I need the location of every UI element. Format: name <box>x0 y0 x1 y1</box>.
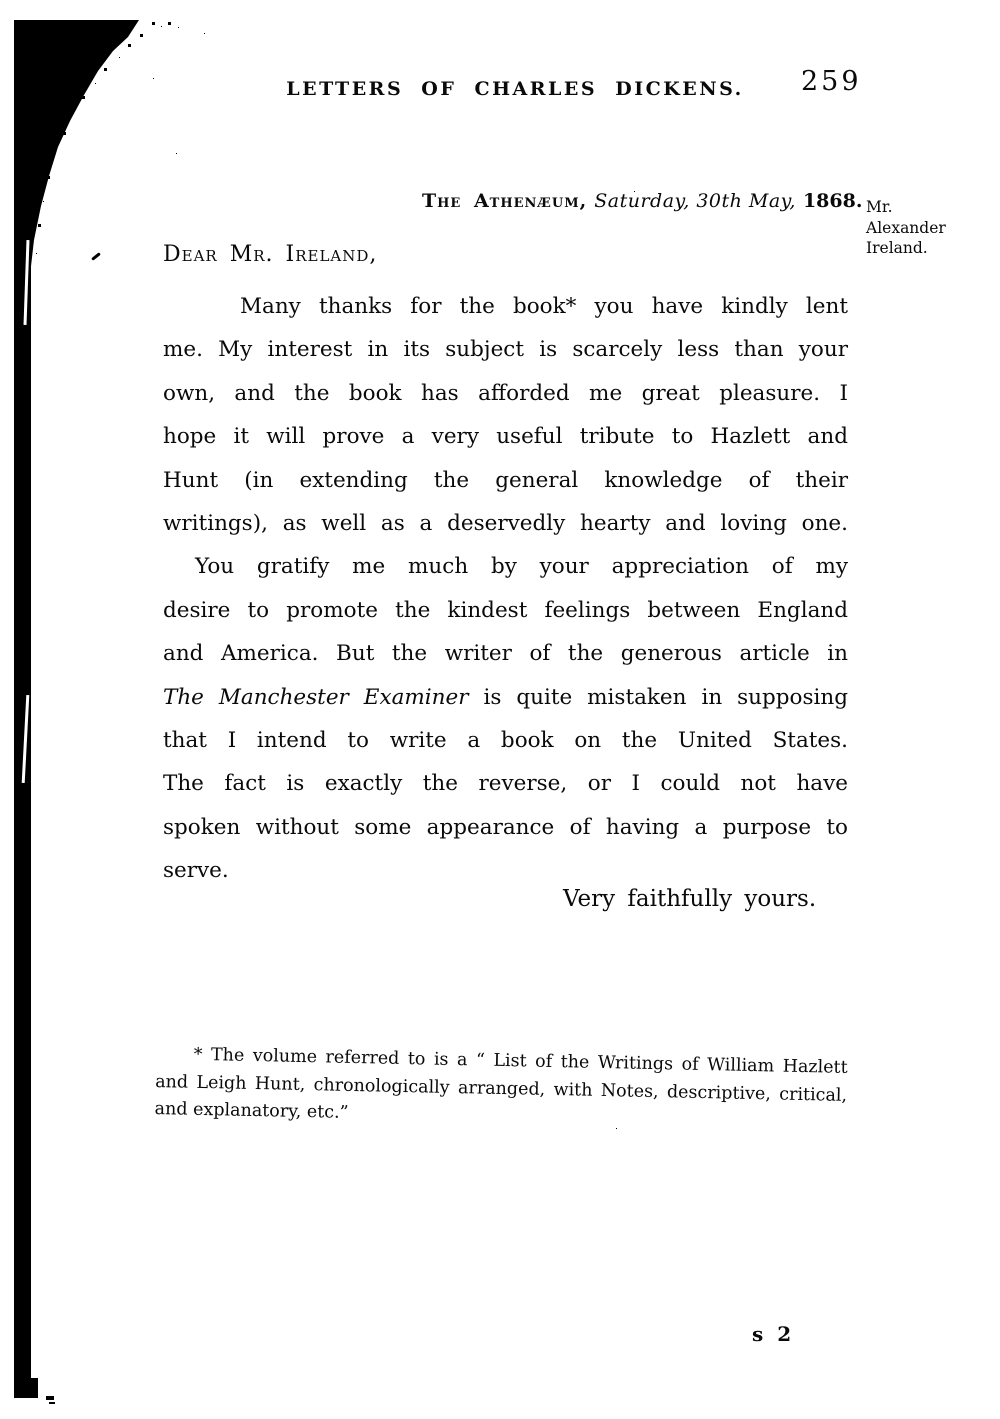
letter-paragraph: Many thanks for the book* you have kindly lent me. My interest in its subject is scarcely less than your own, and the book has afforded me great pleasure. I hope it will prove a very useful tribute to Hazlett and Hunt (in extending the general knowledge of their writings), as well as a deservedly hearty and loving one. <box>163 294 848 537</box>
scan-stray-mark <box>91 252 101 261</box>
scan-speckles <box>0 0 3 3</box>
footnote: * The volume referred to is a “ List of the Writings of William Hazlett and Leigh Hunt, chronologically arranged, with Notes, descriptive, critical, and explanatory, etc.” <box>154 1044 848 1123</box>
scan-smudge-top-left <box>14 20 148 310</box>
printer-signature-mark: s 2 <box>752 1322 792 1346</box>
margin-note-line: Ireland. <box>866 239 928 257</box>
scan-smudge-bottom-left <box>14 1378 38 1398</box>
margin-note-line: Mr. <box>866 198 893 216</box>
letter-paragraph: You gratify me much by your appreciation of my desire to promote the kindest feelings between England and America. But the writer of the generous article in The Manchester Examiner is quite mistaken in supposing that I intend to write a book on the United States. The fact is exactly the reverse, or I could not have spoken without some appearance of having a purpose to serve. <box>163 554 848 884</box>
page-title: LETTERS OF CHARLES DICKENS. <box>286 78 744 100</box>
dateline-date: Saturday, 30th May, <box>594 190 796 212</box>
letter-salutation: Dear Mr. Ireland, <box>163 242 378 267</box>
margin-note-recipient <box>866 197 946 259</box>
letter-body <box>163 285 848 893</box>
dateline-place: The Athenæum, <box>422 190 588 212</box>
margin-note-line: Alexander <box>866 218 946 237</box>
letter-valediction: Very faithfully yours. <box>563 886 817 912</box>
dateline-year: 1868. <box>802 190 863 212</box>
page-number: 259 <box>801 66 862 97</box>
letter-dateline <box>422 190 862 212</box>
